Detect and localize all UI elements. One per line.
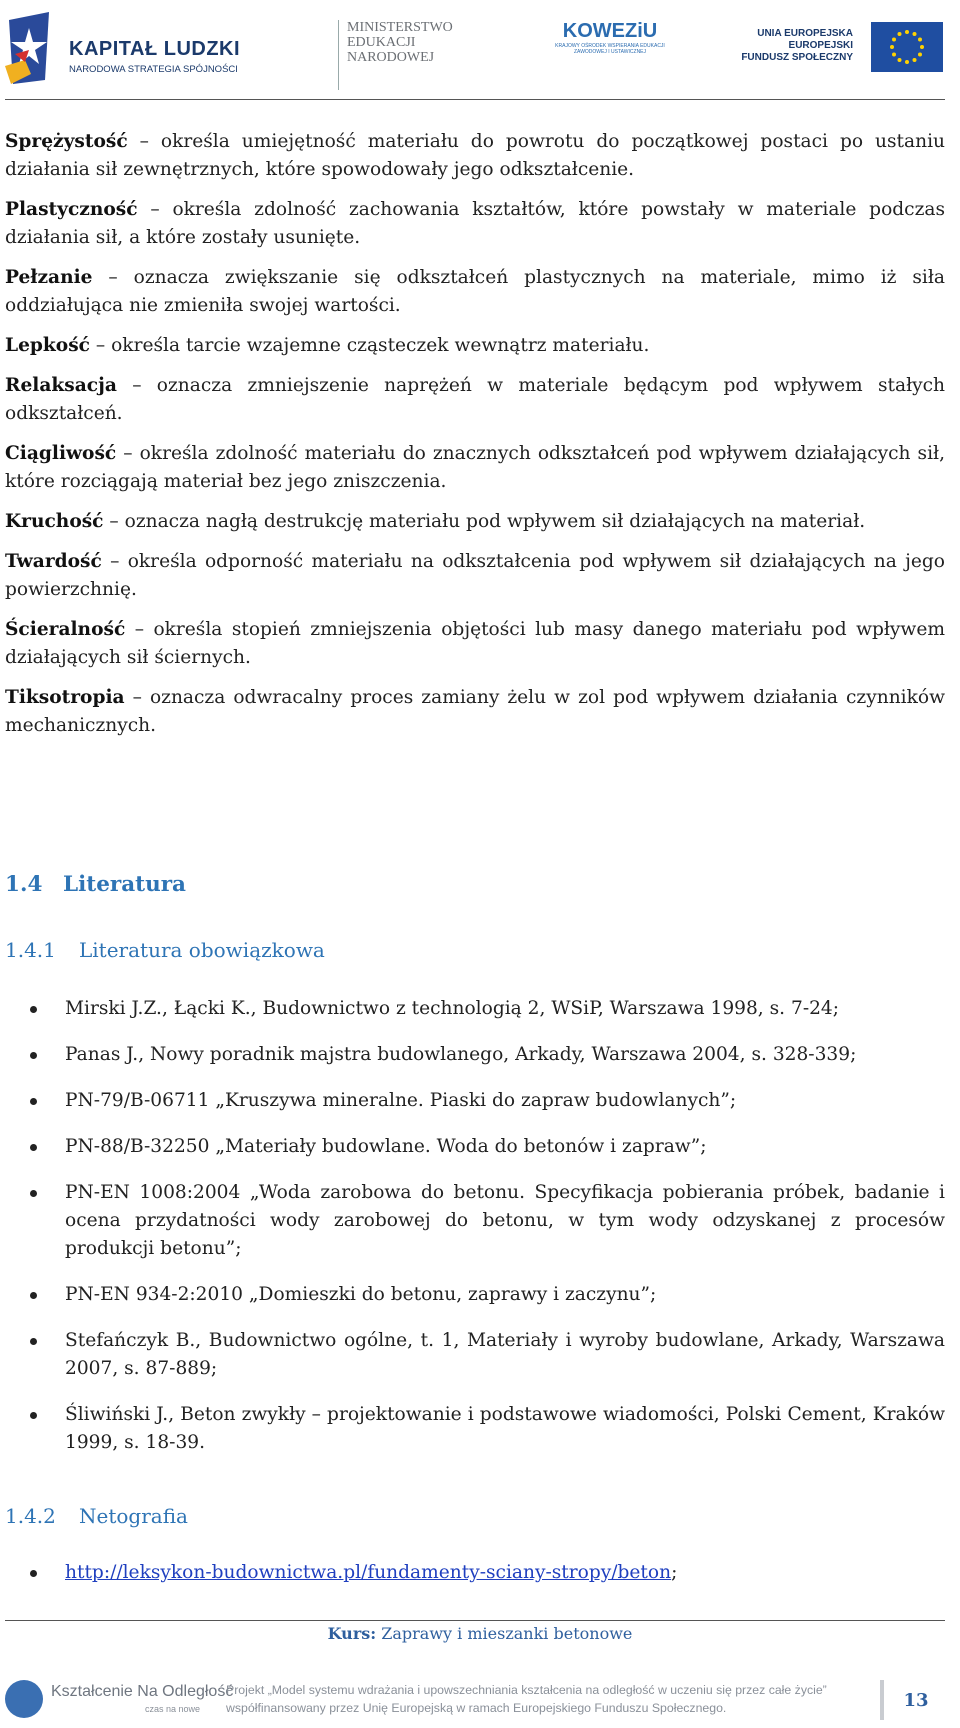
ministerstwo-line: NARODOWEJ	[347, 50, 435, 65]
eu-star	[892, 53, 896, 57]
netography-suffix: ;	[671, 1562, 678, 1583]
definition-text: – oznacza zwiększanie się odkształceń plastycznych na materiale, mimo iż siła oddziałująca nie zmieniła swojej wartości.	[5, 267, 945, 316]
definition-term: Lepkość	[5, 335, 90, 356]
footer-divider	[5, 1620, 945, 1621]
course-name: Zaprawy i mieszanki betonowe	[376, 1624, 633, 1643]
definition-paragraph	[5, 440, 945, 496]
definition-text: – określa umiejętność materiału do powrotu do początkowej postaci po ustaniu działania sił zewnętrznych, które spowodowały jego odkształcenie.	[5, 131, 945, 180]
page-header	[0, 0, 960, 100]
bibliography-item: Panas J., Nowy poradnik majstra budowlanego, Arkady, Warszawa 2004, s. 328-339;	[5, 1041, 945, 1069]
ue-line: UNIA EUROPEJSKA	[757, 28, 853, 39]
course-label: Kurs:	[327, 1624, 377, 1643]
definition-term: Tiksotropia	[5, 687, 125, 708]
kapital-ludzki-emblem-icon	[5, 10, 53, 86]
eu-star	[918, 53, 922, 57]
definition-text: – określa odporność materiału na odkształcenia pod wpływem sił działających na jego powierzchnię.	[5, 551, 945, 600]
header-divider	[5, 99, 945, 100]
definition-term: Ciągliwość	[5, 443, 117, 464]
ue-text	[741, 28, 853, 64]
definition-text: – określa tarcie wzajemne cząsteczek wewnątrz materiału.	[89, 335, 650, 356]
definition-term: Ścieralność	[5, 619, 126, 640]
bibliography-item: Śliwiński J., Beton zwykły – projektowanie i podstawowe wiadomości, Polski Cement, Kraków 1999, s. 18-39.	[5, 1401, 945, 1457]
kapital-ludzki-subtitle: NARODOWA STRATEGIA SPÓJNOŚCI	[69, 64, 238, 75]
koweziu-title: KOWEZiU	[562, 20, 658, 42]
footer-separator	[880, 1680, 884, 1720]
koweziu-logo	[555, 20, 665, 80]
project-line: Projekt „Model systemu wdrażania i upowszechniania kształcenia na odległość w uczeniu się przez całe życie”	[226, 1683, 827, 1697]
ministerstwo-line: EDUKACJI	[347, 35, 416, 50]
definition-paragraph	[5, 508, 945, 536]
bibliography-item: PN-EN 934-2:2010 „Domieszki do betonu, zaprawy i zaczynu”;	[5, 1281, 945, 1309]
bibliography-item: Stefańczyk B., Budownictwo ogólne, t. 1, Materiały i wyroby budowlane, Arkady, Warszawa 2007, s. 87-889;	[5, 1327, 945, 1383]
definition-text: – oznacza nagłą destrukcję materiału pod wpływem sił działających na materiał.	[103, 511, 866, 532]
definition-term: Kruchość	[5, 511, 104, 532]
definition-paragraph	[5, 332, 945, 360]
eu-star	[920, 45, 924, 49]
project-note	[226, 1681, 866, 1717]
netography-link[interactable]: http://leksykon-budownictwa.pl/fundamenty-sciany-stropy/beton	[65, 1562, 672, 1583]
definition-paragraph	[5, 196, 945, 252]
subsection-title: Literatura obowiązkowa	[79, 938, 325, 962]
ministerstwo-logo	[338, 20, 487, 90]
definition-term: Relaksacja	[5, 375, 117, 396]
kno-title: Kształcenie Na Odległość	[51, 1683, 234, 1700]
definition-paragraph	[5, 372, 945, 428]
definition-paragraph	[5, 616, 945, 672]
ksztalcenie-logo	[5, 1678, 234, 1724]
definition-paragraph	[5, 128, 945, 184]
section-number: 1.4	[5, 872, 43, 897]
definitions	[5, 128, 945, 752]
kapital-ludzki-title: KAPITAŁ LUDZKI	[69, 38, 241, 60]
eu-star	[913, 32, 917, 36]
eu-star	[892, 38, 896, 42]
eu-star	[918, 38, 922, 42]
definition-text: – oznacza odwracalny proces zamiany żelu w zol pod wpływem działania czynników mechanicznych.	[5, 687, 945, 736]
bibliography-item: PN-88/B-32250 „Materiały budowlane. Woda do betonów i zapraw”;	[5, 1133, 945, 1161]
course-caption	[0, 1624, 960, 1643]
ue-efs-logo	[741, 20, 945, 80]
eu-star	[905, 30, 909, 34]
section-title: Literatura	[63, 872, 186, 897]
eu-flag-icon	[871, 22, 943, 72]
definition-text: – określa stopień zmniejszenia objętości lub masy danego materiału pod wpływem działających sił ściernych.	[5, 619, 945, 668]
eu-star	[913, 58, 917, 62]
definition-paragraph	[5, 548, 945, 604]
ministerstwo-line: MINISTERSTWO	[347, 20, 453, 35]
bibliography-item: PN-79/B-06711 „Kruszywa mineralne. Piaski do zapraw budowlanych”;	[5, 1087, 945, 1115]
koweziu-subtitle: KRAJOWY OŚRODEK WSPIERANIA EDUKACJI ZAWODOWEJ I USTAWICZNEJ	[555, 43, 665, 55]
bibliography-list	[5, 995, 945, 1475]
definition-paragraph	[5, 684, 945, 740]
definition-term: Twardość	[5, 551, 102, 572]
ue-line: EUROPEJSKI	[788, 40, 853, 51]
netography-item	[5, 1559, 945, 1587]
subsection-number: 1.4.2	[5, 1504, 56, 1528]
subsection-heading	[5, 1504, 188, 1528]
subsection-number: 1.4.1	[5, 938, 56, 962]
project-line: współfinansowany przez Unię Europejską w ramach Europejskiego Funduszu Społecznego.	[226, 1701, 727, 1715]
netography-list	[5, 1559, 945, 1605]
definition-term: Pełzanie	[5, 267, 93, 288]
kno-subtitle: czas na nowe	[145, 1704, 201, 1714]
page-number: 13	[903, 1690, 929, 1711]
eu-star	[905, 60, 909, 64]
subsection-title: Netografia	[79, 1504, 188, 1528]
kapital-ludzki-logo	[5, 8, 245, 90]
definition-term: Sprężystość	[5, 131, 128, 152]
eu-star	[898, 58, 902, 62]
eu-star	[898, 32, 902, 36]
subsection-heading	[5, 938, 325, 962]
definition-text: – określa zdolność zachowania kształtów, które powstały w materiale podczas działania sił, a które zostały usunięte.	[5, 199, 945, 248]
definition-text: – oznacza zmniejszenie naprężeń w materiale będącym pod wpływem stałych odkształceń.	[5, 375, 945, 424]
definition-text: – określa zdolność materiału do znacznych odkształceń pod wpływem działających sił, które rozciągają materiał bez jego zniszczenia.	[5, 443, 945, 492]
section-heading	[5, 872, 186, 897]
bibliography-item: Mirski J.Z., Łącki K., Budownictwo z technologią 2, WSiP, Warszawa 1998, s. 7-24;	[5, 995, 945, 1023]
kno-emblem-icon	[5, 1680, 43, 1718]
ue-line: FUNDUSZ SPOŁECZNY	[741, 52, 853, 63]
bibliography-item: PN-EN 1008:2004 „Woda zarobowa do betonu. Specyfikacja pobierania próbek, badanie i ocena przydatności wody zarobowej do betonu, w tym wody odzyskanej z procesów produkcji betonu”;	[5, 1179, 945, 1263]
eu-star	[890, 45, 894, 49]
definition-paragraph	[5, 264, 945, 320]
definition-term: Plastyczność	[5, 199, 138, 220]
